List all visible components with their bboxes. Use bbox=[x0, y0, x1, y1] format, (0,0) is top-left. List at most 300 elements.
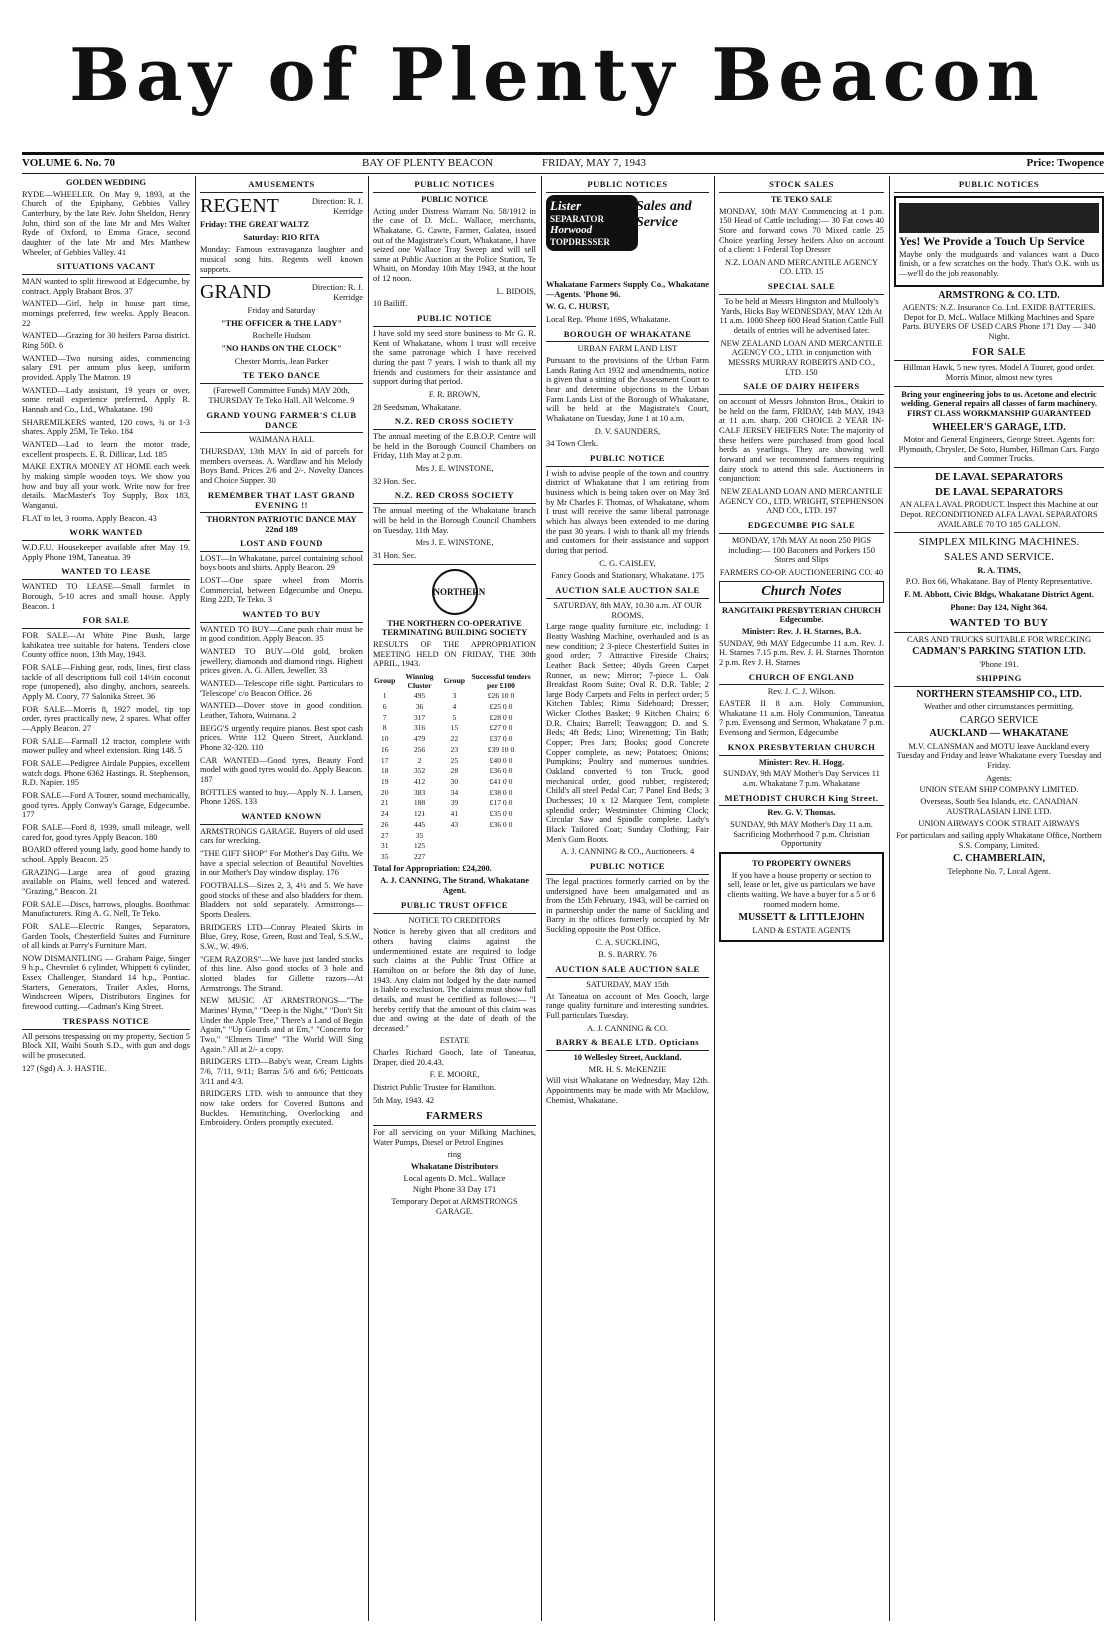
notice-text: MONDAY, 10th MAY Commencing at 1 p.m. 150 Head of Cattle including:— 30 Fat cows 40 Store and forward cows 70 Mixed cattle 25 Choice yearling Jersey heifers Also on account of a client: 1 Federal Top Dresser bbox=[719, 206, 884, 255]
classified-ad: WANTED—Lady assistant, 19 years or over, some retail experience preferred. Apply R. Hannah and Co., Ltd., Whakatane. 190 bbox=[22, 385, 190, 414]
section-heading: AMUSEMENTS bbox=[200, 178, 363, 193]
table-cell: 2 bbox=[417, 755, 422, 765]
notice-text: Phone: Day 124, Night 364. bbox=[950, 602, 1048, 612]
signature: F. E. MOORE, bbox=[429, 1070, 480, 1080]
section-heading: KNOX PRESBYTERIAN CHURCH bbox=[719, 741, 884, 756]
table-row bbox=[373, 788, 536, 799]
classified-ad: FOR SALE—Fishing gear, rods, lines, first class tackle of all descriptions full coil 14½in coconut rope (unopened), also dinghy, anchors, seareels. Apply M. Coory, 77 Salonika Street. 36 bbox=[22, 663, 190, 702]
classified-ad: ARMSTRONGS GARAGE. Buyers of old used cars for wrecking. bbox=[200, 826, 363, 846]
signature: 127 (Sgd) A. J. HASTIE. bbox=[22, 1063, 107, 1073]
notice-text: Bring your engineering jobs to us. Acetone and electric welding. General repairs all classes of farm machinery. FIRST CLASS WORKMANSHIP GUARANTEED bbox=[901, 389, 1097, 418]
classified-ad: MAKE EXTRA MONEY AT HOME each week by making simple wooden toys. We show you how and buy all your work. Write now for free details. MacMaster's Toy Supply, Box 183, Wanganui. bbox=[22, 462, 190, 510]
table-cell: 41 bbox=[450, 809, 459, 819]
classified-ad: NOW DISMANTLING — Graham Paige, Singer 9 h.p., Chevrolet 6 cylinder, Whippett 6 cylinder, Essex Challenger, Standard 14 h.p., Pontiac. Starters, Generators, Trailer Axles, Horns, Windscreen Wipers, Distributors Engines for firewood cutting.—Cadman's King Street. bbox=[22, 953, 190, 1012]
signature: Mrs J. E. WINSTONE, bbox=[415, 538, 494, 548]
section-heading: FOR SALE bbox=[894, 345, 1104, 362]
heading: ESTATE bbox=[439, 1036, 470, 1046]
signature: C. G. CAISLEY, bbox=[599, 558, 656, 568]
table-row bbox=[373, 852, 536, 863]
classified-ad: FOR SALE—Electric Ranges, Separators, Garden Tools, Chesterfield Suites and Furniture of all kinds at Parry's Furniture Mart. bbox=[22, 921, 190, 951]
touch-up-ad bbox=[894, 196, 1104, 287]
heading: Agents: bbox=[985, 773, 1013, 783]
table-header: Group bbox=[443, 676, 466, 686]
church-notes-banner: Church Notes bbox=[719, 581, 884, 603]
signature: F. R. BROWN, bbox=[428, 389, 481, 399]
table-cell: £36 0 0 bbox=[489, 819, 513, 829]
price: Price: Twopence bbox=[1026, 157, 1104, 169]
section-heading: AUCTION SALE AUCTION SALE bbox=[546, 963, 709, 978]
company-name: NORTHERN STEAMSHIP CO., LTD. bbox=[916, 688, 1082, 700]
notice-text: Charles Richard Gooch, late of Taneatua, Draper, died 20.4.43. bbox=[373, 1048, 536, 1067]
divider bbox=[894, 467, 1104, 468]
table-cell: £25 0 0 bbox=[489, 701, 513, 711]
table-cell: 445 bbox=[413, 819, 426, 829]
masthead bbox=[0, 0, 1114, 150]
notice-text: Overseas, South Sea Islands, etc. CANADIAN AUSTRALASIAN LINE LTD. bbox=[920, 796, 1078, 816]
signature: Local Rep. 'Phone 169S, Whakatane. bbox=[546, 314, 671, 324]
table-cell: £39 10 0 bbox=[487, 744, 515, 754]
notice-text: All persons trespassing on my property, Section 5 Block XII, Waihi South S.D., with gun and dogs will be prosecuted. bbox=[22, 1031, 190, 1060]
classified-ad: MAN wanted to split firewood at Edgecumbe, by contract. Apply Brabant Bros. 37 bbox=[22, 277, 190, 296]
grand-title: GRAND bbox=[200, 281, 272, 304]
table-row bbox=[373, 734, 536, 745]
signature: 31 Hon. Sec. bbox=[373, 550, 417, 560]
table-body bbox=[373, 691, 536, 863]
notice-text: Night Phone 33 Day 171 bbox=[412, 1185, 497, 1195]
company-name: ARMSTRONG & CO. LTD. bbox=[938, 289, 1060, 301]
film-cast: Chester Morris, Jean Parker bbox=[234, 356, 329, 366]
section-heading: EDGECUMBE PIG SALE bbox=[719, 519, 884, 534]
notice-text: Maybe only the mudguards and valances want a Duco finish, or a few scratches on the body. That's O.K. with us—we'll do the job reasonably. bbox=[899, 249, 1099, 278]
lister-logo bbox=[546, 195, 638, 251]
notice-text: on account of Messrs Johnston Bros., Otakiri to be held on the farm, FRIDAY, 14th MAY, 1943 at 11 a.m. sharp. 200 CHOICE 2 YEAR IN-CALF JERSEY HEIFERS Note: The majority of these heifers were purchased from good local herds as yearlings. They are showing well forward and we recommend farmers requiring dairy stock to attend this sale. Auctioneers in conjunction: bbox=[719, 397, 884, 484]
table-cell: £17 0 0 bbox=[489, 798, 513, 808]
table-row bbox=[373, 777, 536, 788]
notice-text: Whakatane Farmers Supply Co., Whakatane—Agents. 'Phone 96. bbox=[546, 279, 709, 299]
table-cell bbox=[466, 841, 536, 852]
section-heading: PUBLIC NOTICE bbox=[546, 860, 709, 875]
notice-text: Total for Appropriation: £24,200. bbox=[373, 863, 492, 873]
column-divider bbox=[195, 176, 196, 1621]
notice-text: F. M. Abbott, Civic Bldgs, Whakatane District Agent. bbox=[904, 589, 1094, 599]
section-heading: SALE OF DAIRY HEIFERS bbox=[719, 380, 884, 395]
heading: AUCKLAND — WHAKATANE bbox=[929, 728, 1069, 740]
agent-line: LAND & ESTATE AGENTS bbox=[752, 925, 851, 935]
classified-ad: BRIDGERS LTD—Baby's wear, Cream Lights 7/6, 7/11, 9/11; Barras 5/6 and 6/6; Petticoats 3/11 and 4/3. bbox=[200, 1057, 363, 1086]
signature: D. V. SAUNDERS, bbox=[594, 426, 661, 436]
classified-ad: WANTED TO LEASE—Small farmlet in Borough, 5-10 acres and small house. Apply Beacon. 1 bbox=[22, 582, 190, 611]
table-cell: 27 bbox=[380, 830, 389, 840]
brand-line: TOPDRESSER bbox=[550, 236, 610, 247]
notice-text: The annual meeting of the E.B.O.P. Centre will be held in the Borough Council Chambers on Friday, 11th May at 2 p.m. bbox=[373, 432, 536, 461]
signature: A. J. CANNING & CO. bbox=[587, 1023, 668, 1033]
signature: 10 Bailiff. bbox=[373, 299, 408, 309]
table-cell: 22 bbox=[450, 734, 459, 744]
table-cell bbox=[466, 831, 536, 842]
notice-text: EASTER II 8 a.m. Holy Communion, Whakatane 11 a.m. Holy Communion, Taneatua 7 p.m. Evensong and Sermon, Whakatane 7 p.m. Evensong and Sermon, Edgecumbe bbox=[719, 699, 884, 738]
table-cell: 6 bbox=[382, 701, 387, 711]
classified-ad: WANTED—Girl, help in house part time, mornings preferred, few weeks. Apply Beacon. 22 bbox=[22, 299, 190, 328]
table-cell: 18 bbox=[380, 766, 389, 776]
minister: Minister: Rev. J. H. Starnes, B.A. bbox=[741, 626, 862, 636]
table-row bbox=[373, 798, 536, 809]
table-row bbox=[373, 841, 536, 852]
notice-text: The legal practices formerly carried on by the undersigned have been amalgamated and as from the 15th February, 1943, will be carried on in partnership under the name of Suckling and Barry in the offices formerly occupied by Mr Suckling opposite the Post Office. bbox=[546, 876, 709, 935]
signature: FARMERS CO-OP. AUCTIONEERING CO. 40 bbox=[719, 567, 884, 577]
notice-text: AGENTS: N.Z. Insurance Co. Ltd. EXIDE BATTERIES. Depot for D. McL. Wallace Milking Machines and Spare Parts. BUYERS OF USED CARS Phone 171 Day — 340 Night. bbox=[902, 303, 1096, 342]
table-cell: 20 bbox=[380, 787, 389, 797]
notice-text: Acting under Distress Warrant No. 58/1912 in the case of D. McL. Wallace, merchants, Whakatane. G. Cawte, Farmer, Galatea, issued out of the Magistrate's Court, Whakatane, I have seized one Wallace Tray Sweep and will sell same at Public Auction at the Police Station, Te Whaiti, on Monday 10th May 1943, at the hour of 12 noon. bbox=[373, 206, 536, 284]
notice-text: Motor and General Engineers, George Street. Agents for: Plymouth, Chrysler, De Soto, Humber, Hillman Cars. Fargo and Commer Trucks. bbox=[898, 435, 1100, 464]
notice-text: Pursuant to the provisions of the Urban Farm Lands Rating Act 1932 and amendments, notice is given that a sitting of the Assessment Court to hear and determine objections to the Urban Farm Lands List of the Borough of Whakatane, will be held at the Magistrate's Court, Whakatane on Tuesday, June 1 at 10 a.m. bbox=[546, 356, 709, 423]
film-listing: Saturday: RIO RITA bbox=[243, 232, 320, 242]
signature: 28 Seedsman, Whakatane. bbox=[373, 402, 462, 412]
classified-ad: SHAREMILKERS wanted, 120 cows, ¾ or 1-3 shares. Apply 25M, Te Teko. 184 bbox=[22, 417, 190, 437]
classified-ad: WANTED—Dover stove in good condition. Leather, Tahora, Waimana. 2 bbox=[200, 701, 363, 720]
film-title: "NO HANDS ON THE CLOCK" bbox=[221, 344, 342, 354]
classified-ad: FOOTBALLS—Sizes 2, 3, 4½ and 5. We have good stocks of these and also bladders for them. Bladders not sold separately. Armstrongs—Sports Dealers. bbox=[200, 881, 363, 920]
columns bbox=[22, 176, 1104, 1621]
signature: 32 Hon. Sec. bbox=[373, 476, 417, 486]
grand-banner bbox=[200, 281, 363, 305]
direction: Direction: R. J. Kerridge bbox=[311, 283, 363, 302]
touch-up-headline: Yes! We Provide a Touch Up Service bbox=[899, 233, 1085, 248]
car-illustration bbox=[899, 203, 1099, 233]
divider bbox=[894, 386, 1104, 387]
section-heading: WANTED TO BUY bbox=[200, 608, 363, 623]
table-header: Successful tenders per £100 bbox=[471, 671, 531, 690]
classified-ad: BEGG'S urgently require pianos. Best spot cash prices. Write 112 Queen Street, Auckland. Phone 32-320. 110 bbox=[200, 723, 363, 752]
notice-text: For all servicing on your Milking Machines, Water Pumps, Diesel or Petrol Engines bbox=[373, 1128, 536, 1147]
column-6 bbox=[894, 176, 1104, 1621]
table-cell: £38 0 0 bbox=[489, 787, 513, 797]
notice-text: ring bbox=[447, 1150, 462, 1160]
masthead-title: Bay of Plenty Beacon bbox=[69, 32, 1045, 117]
table-cell: £41 0 0 bbox=[489, 777, 513, 786]
classified-ad: BRIDGERS LTD. wish to announce that they now take orders for Covered Buttons and Buckles. Hemstitching, Overlocking and Embroidery. Orders promptly executed. bbox=[200, 1089, 363, 1128]
film-listing: Friday: THE GREAT WALTZ bbox=[200, 219, 310, 229]
section-heading: SHIPPING bbox=[894, 672, 1104, 687]
table-row bbox=[373, 756, 536, 767]
column-divider bbox=[714, 176, 715, 1621]
divider bbox=[200, 277, 363, 278]
classified-ad: "GEM RAZORS"—We have just landed stocks of this line. Also good stocks of 3 hole and slotted blades for Gillette razors—At Armstrongs. The Strand. bbox=[200, 954, 363, 993]
column-5 bbox=[719, 176, 884, 1621]
classified-ad: CAR WANTED—Good tyres, Beauty Ford model with good tyres would do. Apply Beacon. 187 bbox=[200, 755, 363, 784]
classified-ad: WANTED—Grazing for 30 heifers Paroa district. Ring 50D. 6 bbox=[22, 331, 190, 351]
agent-name: R. A. TIMS, bbox=[977, 565, 1021, 575]
table-cell: 26 bbox=[380, 819, 389, 829]
notice-text: RESULTS OF THE APPROPRIATION MEETING HELD ON FRIDAY, THE 30th APRIL, 1943. bbox=[373, 639, 536, 669]
dateline bbox=[22, 152, 1104, 174]
table-cell: £40 0 0 bbox=[489, 755, 513, 765]
section-heading: PUBLIC NOTICES bbox=[373, 178, 536, 193]
table-row bbox=[373, 820, 536, 831]
notice-text: If you have a house property or section to sell, lease or let, give us particulars we have clients waiting. We have a buyer for a 5 or 6 roomed modern home. bbox=[727, 870, 876, 909]
section-heading: WANTED TO LEASE bbox=[22, 565, 190, 580]
notice-text: The annual meeting of the Whakatane branch will be held in the Borough Council Chambers on Tuesday, 11th May. bbox=[373, 506, 536, 535]
table-cell: 34 bbox=[450, 787, 459, 797]
divider bbox=[894, 532, 1104, 533]
notice-text: THURSDAY, 13th MAY In aid of parcels for members overseas. A. Wardlaw and his Melody Boys Band. Prices 2/6 and 2/-. Novelty Dances and Choice Supper. 30 bbox=[200, 447, 363, 485]
volume-number: VOLUME 6. No. 70 bbox=[22, 157, 115, 169]
classified-ad: FOR SALE—Ford 8, 1939, small mileage, well cared for, good tyres Apply Beacon. 180 bbox=[22, 822, 190, 842]
section-heading: GRAND YOUNG FARMER'S CLUB DANCE bbox=[200, 409, 363, 434]
signature: W. G. C. HURST, bbox=[546, 302, 610, 312]
film-title: "THE OFFICER & THE LADY" bbox=[220, 318, 343, 328]
column-2 bbox=[200, 176, 363, 1621]
signature: A. J. CANNING & CO., Auctioneers. 4 bbox=[560, 847, 695, 857]
heading: CARGO SERVICE bbox=[959, 714, 1039, 726]
table-cell: £35 0 0 bbox=[489, 809, 513, 819]
table-cell: 43 bbox=[450, 819, 459, 829]
table-row bbox=[373, 745, 536, 756]
section-heading: FOR SALE bbox=[22, 614, 190, 629]
table-cell: 7 bbox=[382, 712, 387, 722]
table-cell: 317 bbox=[413, 712, 426, 722]
classified-ad: LOST—In Whakatane, parcel containing school boys boots and shirts. Apply Beacon. 29 bbox=[200, 553, 363, 573]
table-cell: 19 bbox=[380, 777, 389, 786]
classified-ad: NEW MUSIC AT ARMSTRONGS—"The Marines' Hymn," "Deep is the Night," "Don't Sit Under the Apple Tree," There's a Land of Begin Again," "Up Gourds and at Em," "Concerto for Two," "Elmers Time" "The World Will Sing Again." All at 2/- a copy. bbox=[200, 996, 363, 1054]
heading: MR. H. S. McKENZIE bbox=[588, 1064, 667, 1074]
section-heading: PUBLIC NOTICE bbox=[373, 312, 536, 327]
signature: Fancy Goods and Stationary, Whakatane. 175 bbox=[550, 571, 705, 581]
heading: DE LAVAL SEPARATORS bbox=[935, 485, 1063, 498]
section-heading: PUBLIC NOTICES bbox=[894, 178, 1104, 193]
table-cell bbox=[466, 852, 536, 863]
section-heading: REMEMBER THAT LAST GRAND EVENING !! bbox=[200, 489, 363, 514]
table-cell: 21 bbox=[380, 798, 389, 808]
table-cell: 383 bbox=[413, 787, 426, 797]
table-cell: 479 bbox=[413, 734, 426, 744]
heading: RANGITAIKI PRESBYTERIAN CHURCH Edgecumbe. bbox=[722, 605, 881, 625]
section-heading: N.Z. RED CROSS SOCIETY bbox=[373, 415, 536, 430]
section-heading: WORK WANTED bbox=[22, 526, 190, 541]
table-cell bbox=[443, 831, 466, 842]
notice-text: MONDAY, 17th MAY At noon 250 PIGS including:— 100 Baconers and Porkers 150 Stores and Slips bbox=[728, 535, 875, 565]
section-heading: SITUATIONS VACANT bbox=[22, 260, 190, 275]
column-3 bbox=[373, 176, 536, 1621]
table-cell: £37 0 0 bbox=[489, 734, 513, 744]
section-heading: N.Z. RED CROSS SOCIETY bbox=[373, 489, 536, 504]
notice-text: For particulars and sailing apply Whakatane Office, Northern S.S. Company, Limited. bbox=[896, 830, 1102, 850]
notice-text: SUNDAY, 9th MAY Edgecumbe 11 a.m. Rev. J. H. Starnes 7.15 p.m. Rev. J. H. Starnes Thornton 2 p.m. Rev J. H. Starnes bbox=[719, 638, 884, 667]
film-listing: Friday and Saturday bbox=[247, 306, 316, 316]
heading: NOTICE TO CREDITORS bbox=[408, 915, 501, 925]
notice-text: SUNDAY, 9th MAY Mother's Day 11 a.m. Sacrificing Motherhood 7 p.m. Christian Opportunity bbox=[730, 820, 873, 849]
classified-ad: BOTTLES wanted to buy.—Apply N. J. Larsen, Phone 126S. 133 bbox=[200, 787, 363, 807]
section-heading: CHURCH OF ENGLAND bbox=[719, 671, 884, 686]
section-heading: FARMERS bbox=[373, 1108, 536, 1126]
sales-service-tagline: Sales and Service bbox=[636, 198, 692, 230]
table-cell: 5 bbox=[452, 712, 457, 722]
table-cell: 125 bbox=[413, 841, 426, 851]
classified-ad: WANTED—Lad to learn the motor trade, excellent prospects. E. R. Dillicar, Ltd. 185 bbox=[22, 439, 190, 459]
notice-text: Will visit Whakatane on Wednesday, May 12th. Appointments may be made with Mr Macklow, Chemist, Whakatane. bbox=[546, 1076, 709, 1105]
table-cell: 30 bbox=[450, 777, 459, 786]
table-cell: 4 bbox=[452, 701, 457, 711]
classified-ad: BOARD offered young lady, good home handy to school. Apply Beacon. 25 bbox=[22, 845, 190, 864]
heading: THORNTON PATRIOTIC DANCE MAY 22nd 189 bbox=[206, 515, 357, 535]
heading: TE TEKO SALE bbox=[770, 194, 833, 204]
classified-ad: FLAT to let, 3 rooms. Apply Beacon. 43 bbox=[22, 513, 157, 523]
signature: A. J. CANNING, The Strand, Whakatane Agent. bbox=[380, 876, 529, 896]
agent-name: C. CHAMBERLAIN, bbox=[953, 853, 1045, 865]
table-cell: 3 bbox=[452, 691, 457, 701]
section-heading: AUCTION SALE AUCTION SALE bbox=[546, 584, 709, 599]
column-divider bbox=[541, 176, 542, 1621]
direction: Direction: R. J. Kerridge bbox=[311, 196, 363, 216]
table-cell: £36 0 0 bbox=[489, 766, 513, 776]
classified-ad: BRIDGERS LTD—Conray Pleated Skirts in Blue, Grey, Rose, Green, Rust and Teal, S.S.W., S.W., W. 49/6. bbox=[200, 922, 363, 951]
column-1 bbox=[22, 176, 190, 1621]
table-cell: 121 bbox=[413, 809, 426, 819]
brand-lister: Lister bbox=[550, 197, 582, 213]
table-cell: 227 bbox=[413, 852, 426, 862]
column-divider bbox=[368, 176, 369, 1621]
table-cell: 1 bbox=[382, 691, 387, 701]
agent-name: MUSSETT & LITTLEJOHN bbox=[738, 912, 865, 924]
company-name: UNION STEAM SHIP COMPANY LIMITED. bbox=[919, 785, 1079, 795]
heading: SATURDAY, 8th MAY, 10.30 a.m. AT OUR ROOMS. bbox=[553, 600, 702, 620]
heading: WAIMANA HALL bbox=[248, 435, 315, 445]
classified-ad: WANTED—Telescope rifle sight. Particulars to 'Telescope' c/o Beacon Office. 26 bbox=[200, 679, 363, 698]
heading: SATURDAY, MAY 15th bbox=[586, 979, 669, 989]
classified-ad: WANTED—Two nursing aides, commencing salary £91 per annum plus keep, uniform provided. Apply The Matron. 19 bbox=[22, 353, 190, 383]
signature: 34 Town Clerk. bbox=[546, 439, 599, 449]
table-cell: 36 bbox=[415, 701, 424, 711]
table-cell: 352 bbox=[413, 766, 426, 776]
section-heading: BARRY & BEALE LTD. Opticians bbox=[546, 1036, 709, 1051]
notice-text: Local agents D. McL. Wallace bbox=[403, 1173, 506, 1183]
notice-text: (Farewell Committee Funds) MAY 20th, THURSDAY Te Teko Hall. All Welcome. 9 bbox=[208, 386, 355, 405]
table-cell: 17 bbox=[380, 755, 389, 765]
section-heading: TRESPASS NOTICE bbox=[22, 1015, 190, 1030]
classified-ad: FOR SALE—Discs, harrows, ploughs. Boothmac Manufacturers. Ring A. G. Nell, Te Teko. bbox=[22, 899, 190, 919]
classified-ad: GRAZING—Large area of good grazing available on Plains, well fenced and watered. "Grazing," Beacon. 21 bbox=[22, 867, 190, 896]
notice-text: Large range quality furniture etc. including: 1 Beatty Washing Machine, overhauled and is as new condition; 2 3-piece Chesterfield Suites in good order; 7 Attractive Fireside Chairs; Leather Back Settee; 40yds Green Carpet Runner, as new; Mirror; 7-piece L. Oak Breakfast Room Suite; Oval R. D.R. Table; 2 large Body Carpets and Felts in perfect order; 5 Kitchen Tables; Rimu Sideboard; Dresser; Wicker Clothes Basket; 9 Kitchen Chairs; 6 D.R. Chairs; Barrell; Teawaggon; D. and S. Beds; 4ft Beds; Lino; Wirenetting; Tin Bath; Copper; Pres Jars; Books; good Concrete Copper complete, as new; Potatoes; Onions; Pumpkins; Poultry and numerous sundries. Oakland converted ½ ton Truck, good mechanical order, good rubber, registered; Child's all steel Pedal Car; 7 Panel End Beds; 3 Duchesses; 10 x 12 Marquee Tent, complete splendid order; Westminster Chiming Clock; Circular Saw and Spindle complete. Lady's Black Tailored Coat; Sunday Clothing; Fair Men's Gum Boots. bbox=[546, 622, 709, 844]
section-heading: STOCK SALES bbox=[719, 178, 884, 193]
heading: SALES AND SERVICE. bbox=[943, 550, 1055, 563]
table-cell: 35 bbox=[415, 830, 424, 840]
table-row bbox=[373, 723, 536, 734]
heading: PUBLIC NOTICE bbox=[421, 194, 488, 204]
table-row bbox=[373, 831, 536, 842]
section-heading: PUBLIC TRUST OFFICE bbox=[373, 899, 536, 914]
film-listing: Monday: Famous extravaganza laughter and musical song hits. Regents well known supports. bbox=[200, 245, 363, 274]
table-cell: 15 bbox=[450, 723, 459, 733]
classified-ad: W.D.F.U. Housekeeper available after May 19. Apply Phone 19M, Taneatua. 39 bbox=[22, 543, 190, 562]
table-cell: 35 bbox=[380, 852, 389, 862]
table-cell: 31 bbox=[380, 841, 389, 851]
phone: 'Phone 191. bbox=[979, 659, 1019, 669]
table-cell: 16 bbox=[380, 744, 389, 754]
table-row bbox=[373, 702, 536, 713]
classified-ad: LOST—One spare wheel from Morris Commercial, between Edgecumbe and Onepu. Ring 22D, Te Teko. 3 bbox=[200, 575, 363, 605]
table-row bbox=[373, 713, 536, 724]
classified-ad: FOR SALE—Pedigree Airdale Puppies, excellent watch dogs. Phone 6362 Hastings. R. Stephenson, R.D. Napier. 195 bbox=[22, 759, 190, 788]
paper-name: BAY OF PLENTY BEACON bbox=[362, 157, 494, 169]
signature: Mrs J. E. WINSTONE, bbox=[415, 464, 494, 474]
table-cell: 10 bbox=[380, 734, 389, 744]
table-row bbox=[373, 766, 536, 777]
heading: DE LAVAL SEPARATORS bbox=[935, 471, 1063, 484]
regent-title: REGENT bbox=[200, 194, 279, 217]
heading: URBAN FARM LAND LIST bbox=[577, 344, 678, 354]
minister: Rev. J. C. J. Wilson. bbox=[767, 687, 836, 697]
table-cell bbox=[443, 852, 466, 863]
table-cell: 24 bbox=[380, 809, 389, 819]
lister-ad bbox=[546, 195, 709, 279]
table-cell: 28 bbox=[450, 766, 459, 776]
signature: C. A. SUCKLING, bbox=[595, 937, 660, 947]
divider bbox=[373, 564, 536, 565]
table-cell: 412 bbox=[413, 777, 426, 786]
table-cell: £28 0 0 bbox=[489, 712, 513, 722]
notice-text: P.O. Box 66, Whakatane. Bay of Plenty Representative. bbox=[905, 577, 1093, 587]
heading: Whakatane Distributors bbox=[410, 1162, 499, 1172]
signature: B. S. BARRY. 76 bbox=[598, 950, 657, 960]
signature: District Public Trustee for Hamilton. bbox=[373, 1083, 497, 1093]
section-heading: WANTED KNOWN bbox=[200, 810, 363, 825]
section-heading: BOROUGH OF WHAKATANE bbox=[546, 328, 709, 343]
table-cell: 316 bbox=[413, 723, 426, 733]
notice-text: I have sold my seed store business to Mr G. R. Kent of Whakatane, whom I trust will receive the same patronage which I have received during the past 7 years. I wish to thank all my friends and customers for their assistance and support during that period. bbox=[373, 328, 536, 387]
notice-text: Weather and other circumstances permitting. bbox=[924, 702, 1074, 711]
table-cell bbox=[443, 841, 466, 852]
notice-text: At Taneatua on account of Mrs Gooch, large range quality furniture and interesting sundries. Full particulars Tuesday. bbox=[546, 991, 709, 1020]
classified-ad: "THE GIFT SHOP" For Mother's Day Gifts. We have a special selection of Beautiful Novelties in our Mother's Day window display. 176 bbox=[200, 849, 363, 878]
table-cell: £27 0 0 bbox=[489, 723, 513, 733]
table-cell: 8 bbox=[382, 723, 387, 733]
table-header: Group bbox=[374, 676, 396, 686]
minister: Rev. G. V. Thomas. bbox=[767, 808, 836, 818]
notice-text: SUNDAY, 9th MAY Mother's Day Services 11 a.m. Whakatane 7 p.m. Whakatane bbox=[723, 769, 880, 788]
heading: CARS AND TRUCKS SUITABLE FOR WRECKING bbox=[907, 634, 1091, 644]
table-cell: £26 10 0 bbox=[487, 691, 515, 701]
notice-text: RYDE—WHEELER. On May 9, 1893, at the Church of the Epiphany, Gebbies Valley Canterbury, by the late Rev. John Sheldon, Henry John, third son of the late Mr and Mrs Walter Ryde of Oxford, to Emma Grace, second daughter of the late Mr and Mrs Matthew Wheeler, of Gebbies Valley. 41 bbox=[22, 189, 190, 257]
table-header: Winning Cluster bbox=[405, 671, 434, 690]
table-cell: 39 bbox=[450, 798, 459, 808]
company-name: CADMAN'S PARKING STATION LTD. bbox=[912, 646, 1086, 658]
signature: NEW ZEALAND LOAN AND MERCANTILE AGENCY CO., LTD. WRIGHT, STEPHENSON AND CO., LTD. 197 bbox=[719, 487, 884, 516]
minister: Minister: Rev. H. Hogg. bbox=[758, 757, 845, 767]
classified-ad: FOR SALE—Morris 8, 1927 model, tip top order, tyres practically new, 2 spares. What offer—Apply Beacon. 27 bbox=[22, 704, 190, 734]
heading: 10 Wellesley Street, Auckland. bbox=[573, 1053, 682, 1063]
heading: GOLDEN WEDDING bbox=[65, 178, 147, 187]
column-divider bbox=[889, 176, 890, 1621]
notice-text: M.V. CLANSMAN and MOTU leave Auckland every Tuesday and Friday and leave Whakatane every Tuesday and Friday. bbox=[896, 741, 1102, 770]
classified-ad: FOR SALE—Ford A Tourer, sound mechanically, good tyres. Apply Conway's Garage, Edgecumbe. 177 bbox=[22, 790, 190, 820]
notice-text: Notice is hereby given that all creditors and others having claims against the undermentioned estate are required to lodge such claims at the Public Trust Office at Hamilton on or before the 8th day of June, 1943. Any claim not lodged by the date named is liable to exclusion. The claims must show full details, and must be certified as follows:— "I hereby certify that the amount of this claim was due and owing at the date of death of the deceased." bbox=[373, 927, 536, 1033]
heading: TO PROPERTY OWNERS bbox=[752, 859, 851, 869]
notice-text: AN ALFA LAVAL PRODUCT. Inspect this Machine at our Depot. RECONDITIONED ALFA LAVAL SEPARATORS AVAILABLE 70 TO 185 GALLON. bbox=[899, 500, 1099, 529]
northern-logo: NORTHERN bbox=[432, 569, 478, 615]
notice-text: Hillman Hawk, 5 new tyres. Model A Tourer, good order. Morris Minor, almost new tyres bbox=[903, 363, 1095, 382]
table-cell: 256 bbox=[413, 744, 426, 754]
signature: L. BIDOIS, bbox=[496, 286, 536, 296]
company-name: WHEELER'S GARAGE, LTD. bbox=[932, 421, 1066, 433]
notice-text: I wish to advise people of the town and country district of Whakatane that I am retiring from business which is being taken over on May 3rd by Mr Charles F. Thomas, of Whakatane, whom I trust will receive the same liberal patronage which has always been extended to me during the past 30 years. I wish to thank all my friends and customers for their assistance and support during that period. bbox=[546, 468, 709, 556]
table-row bbox=[373, 809, 536, 820]
section-heading: PUBLIC NOTICE bbox=[546, 452, 709, 467]
section-heading: LOST AND FOUND bbox=[200, 537, 363, 552]
classified-ad: FOR SALE—Farmall 12 tractor, complete with mower pulley and wheel extension. Ring 148. 5 bbox=[22, 736, 190, 756]
notice-date: 5th May, 1943. 42 bbox=[373, 1095, 435, 1105]
section-heading: PUBLIC NOTICES bbox=[546, 178, 709, 193]
table-cell: 188 bbox=[413, 798, 426, 808]
column-4 bbox=[546, 176, 709, 1621]
